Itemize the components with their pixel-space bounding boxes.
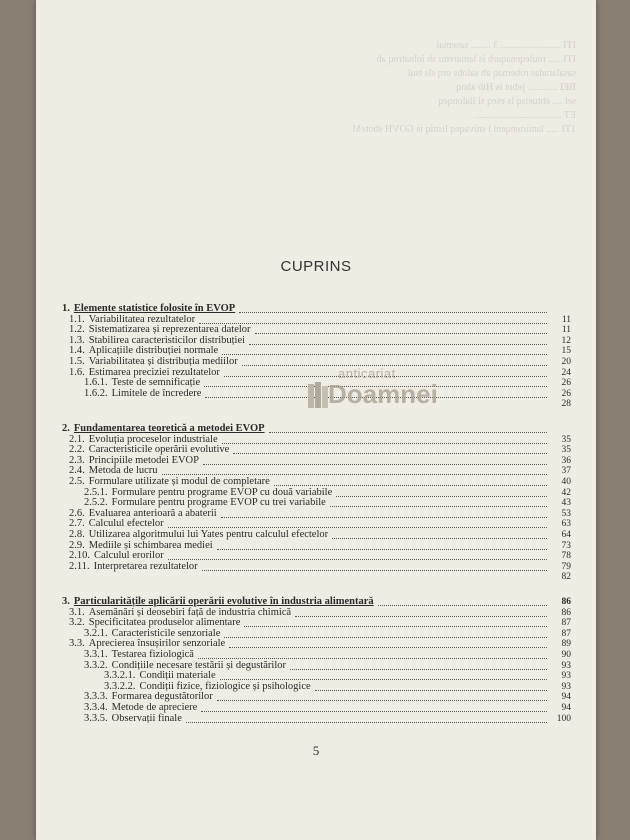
toc-page-number: 87	[561, 618, 571, 629]
toc-number: 3.1.	[69, 606, 85, 618]
watermark-subtitle: anticariat	[338, 366, 396, 381]
toc-label: Metode de apreciere	[111, 702, 198, 713]
toc-page-number: 12	[561, 335, 571, 346]
ghost-line: ITI ........................ 3 ........ sasemai	[436, 40, 576, 51]
toc-label: Condiții materiale	[139, 670, 216, 682]
toc-number: 1.1.	[69, 313, 85, 325]
toc-page-number: 93	[561, 681, 571, 692]
toc-number: 3.3.	[69, 638, 85, 650]
toc-number: 2.7.	[69, 518, 85, 530]
toc-label: Particularitățile aplicării operării evolutive în industria alimentară	[73, 596, 374, 607]
toc-page-number: 64	[561, 530, 571, 540]
toc-page-number: 20	[561, 357, 571, 367]
toc-page-number: 87	[561, 628, 571, 639]
toc-number: 2.11.	[69, 560, 90, 572]
toc-number: 1.4.	[69, 345, 85, 357]
toc-page-number: 94	[561, 692, 571, 703]
toc-page-number: 36	[561, 455, 571, 466]
toc-number: 2.4.	[69, 465, 85, 477]
toc-label: Fundamentarea teoretică a metodei EVOP	[73, 423, 265, 434]
toc-number: 3.3.2.	[84, 659, 108, 671]
toc-number: 1.6.2.	[84, 387, 108, 399]
toc-page-number: 90	[561, 650, 571, 660]
toc-page-number: 86	[561, 607, 571, 618]
toc-number: 3.3.1.	[84, 649, 108, 660]
ghost-line: ET ...................................	[473, 110, 576, 121]
toc-number: 2.6.	[69, 507, 85, 519]
toc-page-number: 43	[561, 498, 571, 509]
toc-label: Limitele de încredere	[111, 387, 202, 399]
watermark-name: Doamnei	[328, 379, 438, 409]
bleed-through-text	[276, 40, 576, 230]
toc-label: Specificitatea produselor alimentare	[88, 617, 241, 629]
toc-number: 3.3.2.2.	[104, 680, 136, 692]
toc-number: 1.	[62, 303, 70, 314]
toc-label: Teste de semnificație	[111, 377, 201, 389]
toc-label: Calculul efectelor	[88, 518, 164, 530]
toc-number: 1.5.	[69, 356, 85, 367]
toc-number: 1.3.	[69, 334, 85, 346]
toc-page-number: 11	[561, 325, 571, 336]
toc-number: 1.6.1.	[84, 377, 108, 389]
toc-label: Interpretarea rezultatelor	[93, 560, 198, 572]
toc-number: 2.8.	[69, 529, 85, 540]
toc-page-number: 42	[561, 487, 571, 498]
toc-label: Formulare pentru programe EVOP cu două variabile	[111, 486, 333, 498]
toc-label: Caracteristicile senzoriale	[111, 627, 221, 639]
toc-page-number: 37	[561, 466, 571, 477]
toc-label: Variabilitatea și distribuția mediilor	[88, 356, 238, 367]
toc-entry	[84, 713, 571, 725]
toc-label: Elemente statistice folosite în EVOP	[73, 303, 236, 314]
toc-page-number: 24	[561, 367, 571, 378]
toc-label: Sistematizarea și reprezentarea datelor	[88, 324, 251, 336]
toc-label: Formulare pentru programe EVOP cu trei variabile	[111, 497, 326, 509]
toc-label: Mediile și schimbarea mediei	[88, 539, 213, 551]
watermark-logo	[298, 366, 438, 426]
toc-number: 2.1.	[69, 433, 85, 445]
toc-page-number: 93	[561, 671, 571, 682]
toc-number: 3.	[62, 596, 70, 607]
toc-number: 2.2.	[69, 444, 85, 456]
toc-label: Aprecierea însușirilor senzoriale	[88, 638, 226, 650]
toc-number: 1.6.	[69, 366, 85, 378]
toc-page-number: 79	[561, 561, 571, 572]
toc-page-number: 82	[561, 572, 571, 583]
toc-label: Aplicațiile distribuției normale	[88, 345, 219, 357]
toc-label: Formulare utilizate și modul de completare	[88, 476, 270, 487]
toc-number: 2.5.2.	[84, 497, 108, 509]
toc-page-number: 73	[561, 540, 571, 551]
toc-label: Calculul erorilor	[94, 550, 164, 562]
toc-label: Utilizarea algoritmului lui Yates pentru calculul efectelor	[88, 529, 329, 540]
toc-number: 3.2.	[69, 617, 85, 629]
ghost-line: ITI ..... rouleqenaqurb is lamaretni sb iolnatroq ab	[376, 54, 576, 65]
toc-page-number: 40	[561, 477, 571, 487]
toc-label: Evaluarea anterioară a abaterii	[88, 507, 217, 519]
toc-page-number: 63	[561, 519, 571, 530]
toc-page-number: 93	[561, 660, 571, 671]
toc-page-number: 78	[561, 551, 571, 562]
toc-page-number: 26	[561, 388, 571, 399]
toc-number: 2.3.	[69, 454, 85, 466]
toc-label: Stabilirea caracteristicilor distribuției	[88, 334, 246, 346]
toc-page-number: 100	[556, 713, 571, 724]
toc-label: Caracteristicile operării evolutive	[88, 444, 230, 456]
book-page	[36, 0, 596, 840]
page-title: CUPRINS	[280, 258, 352, 275]
toc-number: 3.3.3.	[84, 691, 108, 703]
page-number: 5	[312, 743, 320, 758]
toc-page-number: 94	[561, 703, 571, 713]
toc-page-number: 35	[561, 445, 571, 456]
toc-number: 2.5.	[69, 476, 85, 487]
toc-number: 2.10.	[69, 550, 90, 562]
toc-number: 2.9.	[69, 539, 85, 551]
toc-entry	[69, 571, 571, 583]
toc-page-number: 35	[561, 434, 571, 445]
toc-number: 2.	[62, 423, 70, 434]
toc-number: 3.3.5.	[84, 712, 108, 724]
ghost-line: sel .... ehtueisq is eseq sl ilalonqeq	[438, 96, 576, 107]
ghost-line: BEI ............ jebot is Hib ahoq	[456, 82, 576, 93]
toc-page-number: 26	[561, 378, 571, 389]
toc-label: Observații finale	[111, 712, 182, 724]
toc-label: Condițiile necesare testării și degustărilor	[111, 659, 286, 671]
leader-dots	[186, 722, 547, 723]
toc-label: Evoluția proceselor industriale	[88, 433, 218, 445]
toc-label: Variabilitatea rezultatelor	[88, 313, 196, 325]
toc-number: 2.5.1.	[84, 486, 108, 498]
toc-number: 3.3.4.	[84, 702, 108, 713]
toc-label: Metoda de lucru	[88, 465, 158, 477]
toc-label: Asemănări și deosebiri față de industria chimică	[88, 606, 292, 618]
toc-number: 3.3.2.1.	[104, 670, 136, 682]
ghost-line: sasalaradas robernaq ab salobs orq sls tsul	[407, 68, 576, 79]
toc-label: Estimarea preciziei rezultatelor	[88, 366, 220, 378]
ghost-line: 1TI ..... lamirtenqeni l snivaqeq lisniq is GOVH sboteM	[352, 124, 576, 135]
toc-page-number: 86	[561, 597, 571, 607]
toc-label: Principiile metodei EVOP	[88, 454, 199, 466]
toc-page-number: 89	[561, 639, 571, 650]
toc-page-number: 11	[561, 314, 571, 325]
toc-page-number: 28	[561, 399, 571, 410]
toc-label: Condiții fizice, fiziologice și psihologice	[139, 680, 311, 692]
toc-label: Testarea fiziologică	[111, 649, 194, 660]
toc-page-number: 15	[561, 346, 571, 357]
toc-page-number: 53	[561, 508, 571, 519]
toc-number: 1.2.	[69, 324, 85, 336]
toc-number: 3.2.1.	[84, 627, 108, 639]
toc-label: Formarea degustătorilor	[111, 691, 213, 703]
